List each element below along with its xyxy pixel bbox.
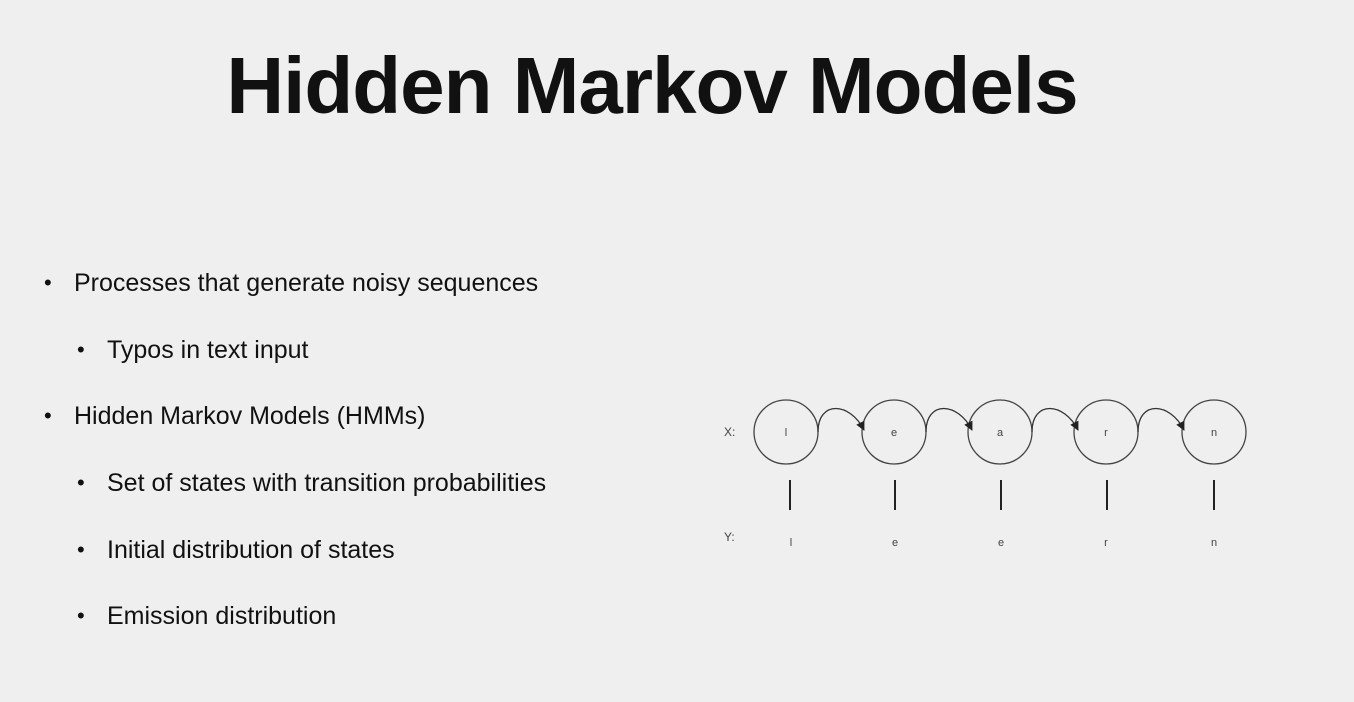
transition-arrow — [1032, 409, 1078, 433]
observation-label: e — [891, 537, 899, 549]
hidden-state-node — [1074, 400, 1138, 464]
bullet-item — [44, 268, 539, 298]
bullet-text: Emission distribution — [107, 602, 337, 630]
bullet-item — [77, 468, 547, 498]
hidden-state-label: r — [1104, 427, 1108, 439]
bullet-text: Typos in text input — [107, 336, 309, 364]
hidden-state-node — [754, 400, 818, 464]
bullet-text: Set of states with transition probabilities — [107, 469, 547, 497]
hidden-state-label: a — [996, 427, 1004, 439]
transition-arrow — [1138, 409, 1184, 433]
hidden-state-label: l — [784, 427, 788, 439]
slide-title: Hidden Markov Models — [226, 41, 1078, 130]
bullet-list — [0, 0, 660, 702]
bullet-marker: • — [77, 603, 85, 628]
observation-label: l — [789, 537, 793, 549]
bullet-text: Initial distribution of states — [107, 536, 395, 564]
hidden-row-label: X: — [724, 425, 736, 439]
bullet-marker: • — [77, 537, 85, 562]
bullet-text: Hidden Markov Models (HMMs) — [74, 402, 426, 430]
observation-label: e — [997, 537, 1005, 549]
observation-label: r — [1104, 537, 1108, 549]
bullet-item — [77, 601, 337, 631]
observation-label: n — [1210, 537, 1218, 549]
hidden-state-node — [1182, 400, 1246, 464]
transition-arrow — [926, 409, 972, 433]
bullet-item — [77, 535, 395, 565]
bullet-marker: • — [44, 403, 52, 428]
bullet-marker: • — [44, 270, 52, 295]
bullet-marker: • — [77, 470, 85, 495]
bullet-marker: • — [77, 337, 85, 362]
hidden-state-node — [862, 400, 926, 464]
hidden-state-label: e — [890, 427, 898, 439]
transition-arrow — [818, 409, 864, 433]
hmm-diagram — [700, 380, 1280, 570]
bullet-item — [77, 335, 309, 365]
hidden-state-node — [968, 400, 1032, 464]
bullet-item — [44, 401, 426, 431]
observed-row-label: Y: — [724, 530, 735, 544]
hidden-state-label: n — [1210, 427, 1218, 439]
bullet-text: Processes that generate noisy sequences — [74, 269, 539, 297]
